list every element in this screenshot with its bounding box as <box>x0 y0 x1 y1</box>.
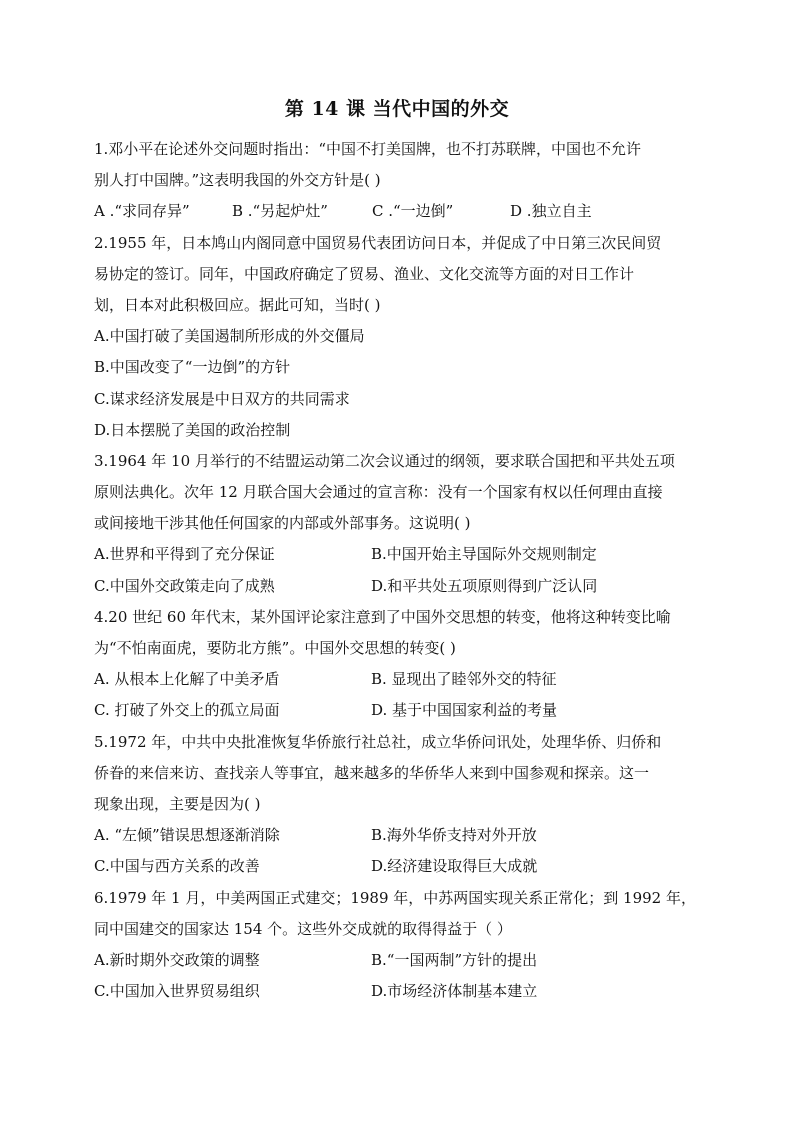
question-3 <box>94 446 698 602</box>
question-stem-line: 易协定的签订。同年，中国政府确定了贸易、渔业、文化交流等方面的对日工作计 <box>94 264 635 283</box>
question-stem-line: 2.1955 年，日本鸠山内阁同意中国贸易代表团访问日本，并促成了中日第三次民间贸 <box>94 233 662 252</box>
option-d: D.经济建设取得巨大成就 <box>371 857 538 876</box>
option-d: D.和平共处五项原则得到广泛认同 <box>371 576 598 595</box>
page-title: 第 14 课 当代中国的外交 <box>284 98 510 120</box>
option-c: C.中国加入世界贸易组织 <box>94 982 260 1001</box>
question-stem-line: 3.1964 年 10 月举行的不结盟运动第二次会议通过的纲领，要求联合国把和平共处五项 <box>94 451 675 470</box>
option-a: A.新时期外交政策的调整 <box>94 950 260 969</box>
question-stem-line: 别人打中国牌。”这表明我国的外交方针是( ) <box>94 171 381 190</box>
option-a: A .“求同存异” <box>94 202 190 221</box>
option-row <box>94 664 698 695</box>
option-a: A.中国打破了美国遏制所形成的外交僵局 <box>94 327 365 346</box>
option-b: B.中国改变了“一边倒”的方针 <box>94 358 291 377</box>
option-d: D .独立自主 <box>510 202 592 221</box>
option-c: C .“一边倒” <box>372 202 454 221</box>
option-b: B.“一国两制”方针的提出 <box>371 950 538 969</box>
question-stem-line: 现象出现，主要是因为( ) <box>94 794 261 813</box>
option-d: D.日本摆脱了美国的政治控制 <box>94 420 291 439</box>
option-c: C.中国外交政策走向了成熟 <box>94 576 275 595</box>
question-stem-line: 侨眷的来信来访、查找亲人等事宜，越来越多的华侨华人来到中国参观和探亲。这一 <box>94 763 650 782</box>
option-row <box>94 851 698 882</box>
option-row <box>94 820 698 851</box>
question-stem-line: 同中国建交的国家达 154 个。这些外交成就的取得得益于（ ） <box>94 919 512 938</box>
option-c: C.谋求经济发展是中日双方的共同需求 <box>94 389 350 408</box>
option-row <box>94 571 698 602</box>
question-stem-line: 1.邓小平在论述外交问题时指出：“中国不打美国牌，也不打苏联牌，中国也不允许 <box>94 140 641 158</box>
option-d: D.市场经济体制基本建立 <box>371 982 538 1001</box>
option-row <box>94 976 698 1007</box>
option-a: A. 从根本上化解了中美矛盾 <box>94 670 280 689</box>
option-c: C.中国与西方关系的改善 <box>94 857 260 876</box>
option-b: B.中国开始主导国际外交规则制定 <box>371 545 597 564</box>
question-stem-line: 或间接地干涉其他任何国家的内部或外部事务。这说明( ) <box>94 514 471 533</box>
option-d: D. 基于中国国家利益的考量 <box>371 701 558 720</box>
question-stem-line: 为“不怕南面虎，要防北方熊”。中国外交思想的转变( ) <box>94 639 456 657</box>
question-stem-line: 5.1972 年，中共中央批准恢复华侨旅行社总社，成立华侨问讯处，处理华侨、归侨和 <box>94 732 662 751</box>
question-stem-line: 原则法典化。次年 12 月联合国大会通过的宣言称：没有一个国家有权以任何理由直接 <box>94 483 663 502</box>
option-a: A. “左倾”错误思想逐渐消除 <box>94 826 280 845</box>
option-row <box>94 945 698 976</box>
option-row <box>94 196 698 227</box>
question-6 <box>94 883 698 1008</box>
option-b: B.海外华侨支持对外开放 <box>371 826 537 845</box>
question-stem-line: 6.1979 年 1 月，中美两国正式建交；1989 年，中苏两国实现关系正常化；到 1992 年， <box>94 888 696 907</box>
question-list <box>94 134 698 1007</box>
question-stem-line: 划，日本对此积极回应。据此可知，当时( ) <box>94 295 381 314</box>
option-row <box>94 695 698 726</box>
question-1 <box>94 134 698 228</box>
question-4 <box>94 602 698 727</box>
option-a: A.世界和平得到了充分保证 <box>94 545 275 564</box>
question-5 <box>94 727 698 883</box>
question-stem-line: 4.20 世纪 60 年代末，某外国评论家注意到了中国外交思想的转变，他将这种转变比喻 <box>94 607 671 626</box>
question-2 <box>94 228 698 446</box>
option-row <box>94 539 698 570</box>
option-b: B. 显现出了睦邻外交的特征 <box>371 670 557 689</box>
option-b: B .“另起炉灶” <box>232 202 328 221</box>
option-c: C. 打破了外交上的孤立局面 <box>94 701 280 720</box>
